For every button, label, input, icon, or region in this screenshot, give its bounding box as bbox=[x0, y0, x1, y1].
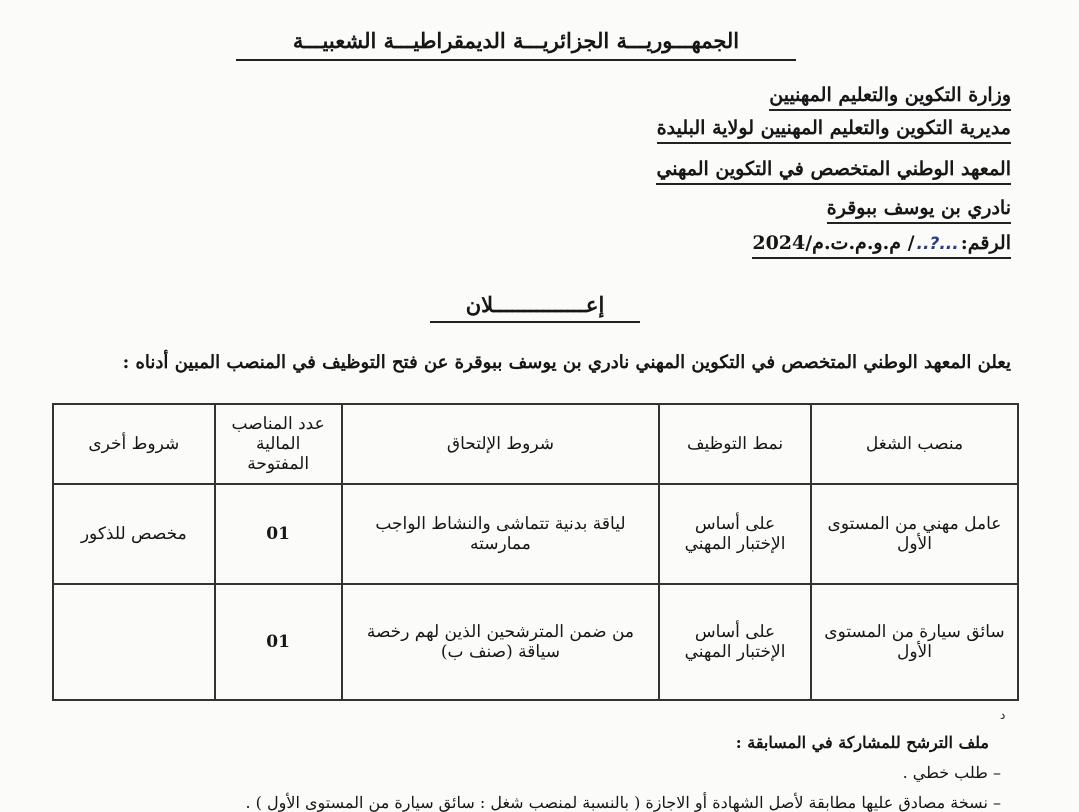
table-row bbox=[53, 584, 1018, 700]
cell-other: مخصص للذكور bbox=[53, 484, 215, 584]
file-item: – طلب خطي . bbox=[902, 763, 1001, 782]
announcement-intro: يعلن المعهد الوطني المتخصص في التكوين المهني نادري بن يوسف ببوقرة عن فتح التوظيف في المنصب المبين أدناه : bbox=[122, 352, 1011, 373]
reference-year: 2024 bbox=[752, 232, 806, 254]
header-mode: نمط التوظيف bbox=[659, 404, 811, 484]
directorate-line: مديرية التكوين والتعليم المهنيين لولاية البليدة bbox=[657, 117, 1011, 144]
header-other: شروط أخرى bbox=[53, 404, 215, 484]
jobs-table bbox=[52, 403, 1019, 701]
stray-mark: د bbox=[1000, 708, 1006, 722]
header-job: منصب الشغل bbox=[811, 404, 1018, 484]
table-row bbox=[53, 484, 1018, 584]
institute-line: المعهد الوطني المتخصص في التكوين المهني bbox=[656, 158, 1011, 185]
table-header-row bbox=[53, 404, 1018, 484]
republic-heading: الجمهـــوريـــة الجزائريـــة الديمقراطيـــة الشعبيـــة bbox=[236, 28, 796, 61]
reference-handwritten-number: ...?.. bbox=[916, 234, 959, 254]
header-count: عدد المناصب المالية المفتوحة bbox=[215, 404, 342, 484]
cell-mode: على أساس الإختبار المهني bbox=[659, 584, 811, 700]
cell-conditions: لياقة بدنية تتماشى والنشاط الواجب ممارسته bbox=[342, 484, 659, 584]
cell-count: 01 bbox=[215, 584, 342, 700]
files-title: ملف الترشح للمشاركة في المسابقة : bbox=[735, 733, 989, 752]
cell-job: سائق سيارة من المستوى الأول bbox=[811, 584, 1018, 700]
announcement-title: إعـــــــــــــــلان bbox=[430, 292, 640, 323]
cell-job: عامل مهني من المستوى الأول bbox=[811, 484, 1018, 584]
cell-other bbox=[53, 584, 215, 700]
header-conditions: شروط الإلتحاق bbox=[342, 404, 659, 484]
reference-label: الرقم: bbox=[960, 232, 1011, 254]
reference-suffix: / م.و.م.ت.م/ bbox=[805, 232, 915, 254]
cell-mode: على أساس الإختبار المهني bbox=[659, 484, 811, 584]
reference-number bbox=[752, 232, 1011, 259]
ministry-line: وزارة التكوين والتعليم المهنيين bbox=[769, 84, 1011, 111]
file-item: – نسخة مصادق عليها مطابقة لأصل الشهادة أو الاجازة ( بالنسبة لمنصب شغل : سائق سيارة من المستوى الأول ) . bbox=[245, 793, 1001, 812]
institute-name-line: نادري بن يوسف ببوقرة bbox=[827, 197, 1011, 224]
cell-count: 01 bbox=[215, 484, 342, 584]
cell-conditions: من ضمن المترشحين الذين لهم رخصة سياقة (صنف ب) bbox=[342, 584, 659, 700]
